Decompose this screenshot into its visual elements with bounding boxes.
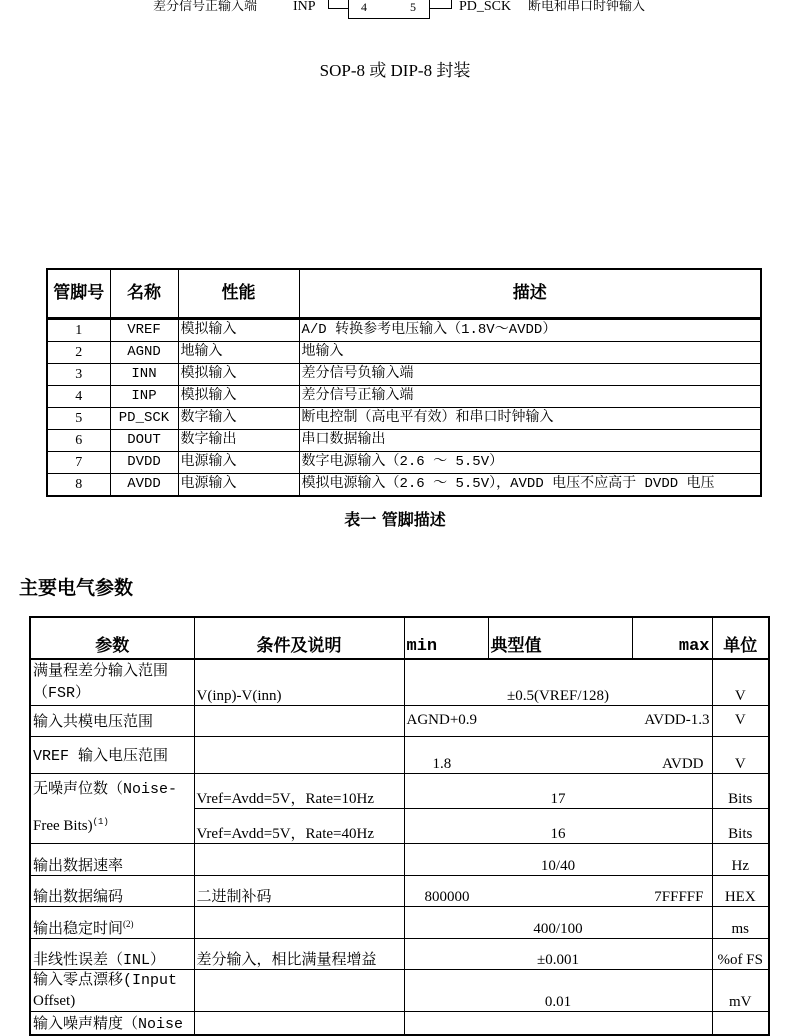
param-name-line2: Offset) [33,992,76,1009]
param-condition [194,1011,404,1035]
section-title: 主要电气参数 [19,577,134,599]
param-condition: V(inp)-V(inn) [194,659,404,705]
param-table-header [30,617,769,659]
param-max: AVDD [662,755,704,772]
param-unit: V [712,705,769,736]
param-name-line1: 满量程差分输入范围 [33,662,169,680]
param-typ: ±0.5(VREF/128) [404,659,712,705]
table-row [47,386,761,408]
pin5-description: 断电和串口时钟输入 [528,0,646,14]
param-min: AGND+0.9 [406,712,478,728]
pin-number: 2 [47,342,110,364]
param-range [404,736,712,773]
pin-type: 数字输出 [178,430,299,452]
param-name: VREF 输入电压范围 [30,736,194,773]
pin-table-caption: 表一 管脚描述 [344,510,446,529]
param-condition: Vref=Avdd=5V，Rate=10Hz [194,773,404,808]
param-typ: 400/100 [404,906,712,938]
header-name: 名称 [110,269,178,319]
table-row [30,875,769,906]
param-condition: Vref=Avdd=5V，Rate=40Hz [194,808,404,843]
pin-type: 电源输入 [178,474,299,497]
pin4-number: 4 [361,0,367,14]
param-unit: %of FS [712,938,769,969]
pin-name: INP [110,386,178,408]
param-name-line2: Free Bits) [33,817,93,834]
header-type: 性能 [178,269,299,319]
param-unit: V [712,736,769,773]
footnote-marker: (2) [123,918,134,929]
param-min: 800000 [424,888,470,905]
table-row [47,342,761,364]
table-row [30,659,769,705]
param-condition [194,906,404,938]
header-pin-number: 管脚号 [47,269,110,319]
pin-type: 模拟输入 [178,319,299,342]
param-table [29,616,770,1036]
param-max: 7FFFFF [654,888,704,905]
param-typ: 16 [404,808,712,843]
pin-description: A/D 转换参考电压输入（1.8V～AVDD） [299,319,761,342]
param-name-text: 输出稳定时间 [33,920,124,938]
param-unit: Hz [712,843,769,875]
pin4-description: 差分信号正输入端 [153,0,258,14]
footnote-marker: (1) [92,816,109,827]
param-name-line1: 无噪声位数（Noise- [33,780,178,798]
param-name [30,659,194,705]
table-row [30,1011,769,1035]
param-name [30,773,194,843]
pin5-lead [430,0,452,9]
pin-name: DOUT [110,430,178,452]
table-row [30,938,769,969]
param-range [404,705,712,736]
table-row [30,906,769,938]
param-name: 非线性误差（INL） [30,938,194,969]
header-min: min [404,617,488,659]
pin-name: INN [110,364,178,386]
param-typ: ±0.001 [404,938,712,969]
pin-table-header [47,269,761,319]
header-param: 参数 [30,617,194,659]
param-name: 输出数据速率 [30,843,194,875]
table-row [30,736,769,773]
table-row [30,843,769,875]
pin-number: 6 [47,430,110,452]
table-row [30,705,769,736]
pin-name: DVDD [110,452,178,474]
table-row [47,474,761,497]
param-unit: HEX [712,875,769,906]
param-typ: 10/40 [404,843,712,875]
param-unit: Bits [712,808,769,843]
pin-description: 模拟电源输入（2.6 ～ 5.5V），AVDD 电压不应高于 DVDD 电压 [299,474,761,497]
pin-number: 5 [47,408,110,430]
table-row [30,969,769,1011]
param-name: 输入共模电压范围 [30,705,194,736]
pin-description: 串口数据输出 [299,430,761,452]
pin-name: AGND [110,342,178,364]
pin-number: 3 [47,364,110,386]
param-range [404,875,712,906]
pin-type: 模拟输入 [178,364,299,386]
pin-name: AVDD [110,474,178,497]
param-unit: ms [712,906,769,938]
pin-description: 差分信号负输入端 [299,364,761,386]
param-name: 输出数据编码 [30,875,194,906]
header-unit: 单位 [712,617,769,659]
header-typ: 典型值 [488,617,632,659]
param-condition [194,705,404,736]
pin-number: 8 [47,474,110,497]
pin-number: 1 [47,319,110,342]
pin-type: 地输入 [178,342,299,364]
pin-table [46,268,762,497]
param-name [30,969,194,1011]
param-condition [194,843,404,875]
pin-name: PD_SCK [110,408,178,430]
param-unit: V [712,659,769,705]
pin-type: 模拟输入 [178,386,299,408]
pin-type: 数字输入 [178,408,299,430]
table-row [47,430,761,452]
pin-description: 地输入 [299,342,761,364]
pin5-number: 5 [410,0,416,14]
param-condition: 差分输入，相比满量程增益 [194,938,404,969]
pin4-name: INP [293,0,316,14]
pin-number: 4 [47,386,110,408]
param-typ [404,1011,712,1035]
param-max: AVDD-1.3 [644,712,710,728]
pin-type: 电源输入 [178,452,299,474]
param-condition: 二进制补码 [194,875,404,906]
param-typ: 0.01 [404,969,712,1011]
table-row [47,364,761,386]
header-max: max [632,617,712,659]
pin5-name: PD_SCK [459,0,512,14]
table-row [47,319,761,342]
param-unit [712,1011,769,1035]
param-unit: mV [712,969,769,1011]
pin-description: 差分信号正输入端 [299,386,761,408]
pin-diagram [0,0,790,24]
package-caption: SOP-8 或 DIP-8 封装 [319,61,471,80]
header-condition: 条件及说明 [194,617,404,659]
param-min: 1.8 [432,755,452,772]
pin-number: 7 [47,452,110,474]
param-name-line2: （FSR） [33,684,91,702]
pin-description: 数字电源输入（2.6 ～ 5.5V） [299,452,761,474]
param-unit: Bits [712,773,769,808]
param-name [30,906,194,938]
param-name-line1: 输入零点漂移(Input [33,971,178,989]
pin-description: 断电控制（高电平有效）和串口时钟输入 [299,408,761,430]
table-row [47,452,761,474]
table-row [30,773,769,808]
param-name: 输入噪声精度（Noise [30,1011,194,1035]
param-condition [194,969,404,1011]
param-condition [194,736,404,773]
table-row [47,408,761,430]
pin4-lead [328,0,348,9]
param-typ: 17 [404,773,712,808]
header-description: 描述 [299,269,761,319]
pin-name: VREF [110,319,178,342]
